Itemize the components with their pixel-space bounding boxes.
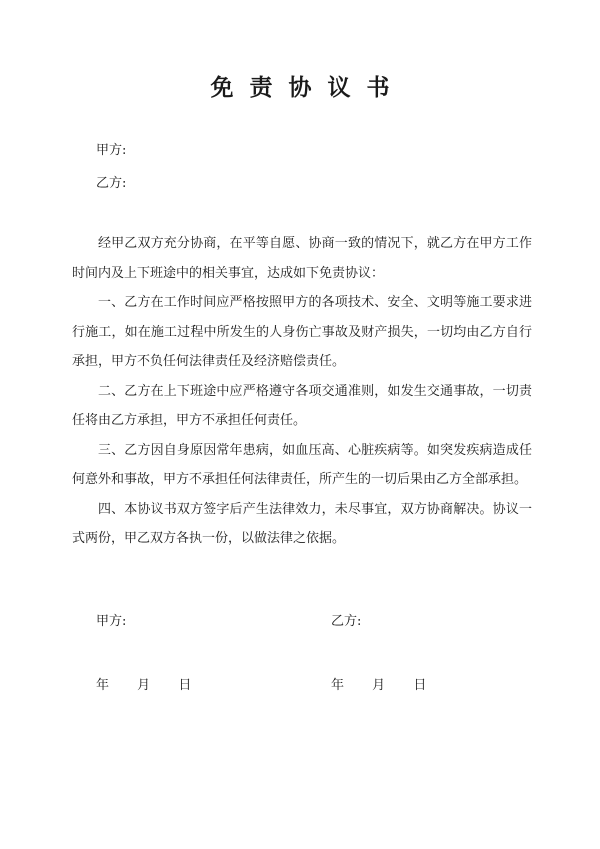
signature-party-a: 甲方: [96,614,127,629]
date-month: 月 [372,678,386,693]
party-a-label: 甲方: [96,143,127,158]
clause-2: 二、乙方在上下班途中应严格遵守各项交通准则，如发生交通事故，一切责任将由乙方承担，甲方不承担任何责任。 [72,383,532,428]
document-title: 免责协议书 [210,74,406,101]
clause-3: 三、乙方因自身原因常年患病，如血压高、心脏疾病等。如突发疾病造成任何意外和事故，甲方不承担任何法律责任，所产生的一切后果由乙方全部承担。 [72,442,532,487]
date-day: 日 [178,678,192,693]
agreement-body [72,229,532,554]
signature-party-b: 乙方: [331,614,362,629]
party-b-label: 乙方: [96,176,127,191]
date-month: 月 [137,678,151,693]
date-party-a [96,677,191,695]
date-day: 日 [413,678,427,693]
date-year: 年 [331,678,345,693]
intro-paragraph: 经甲乙双方充分协商，在平等自愿、协商一致的情况下，就乙方在甲方工作时间内及上下班途中的相关事宜，达成如下免责协议： [72,236,532,281]
date-year: 年 [96,678,110,693]
date-party-b [331,677,426,695]
clause-1: 一、乙方在工作时间应严格按照甲方的各项技术、安全、文明等施工要求进行施工，如在施工过程中所发生的人身伤亡事故及财产损失，一切均由乙方自行承担，甲方不负任何法律责任及经济赔偿责任。 [72,295,532,369]
clause-4: 四、本协议书双方签字后产生法律效力，未尽事宜，双方协商解决。协议一式两份，甲乙双方各执一份，以做法律之依据。 [72,501,532,546]
